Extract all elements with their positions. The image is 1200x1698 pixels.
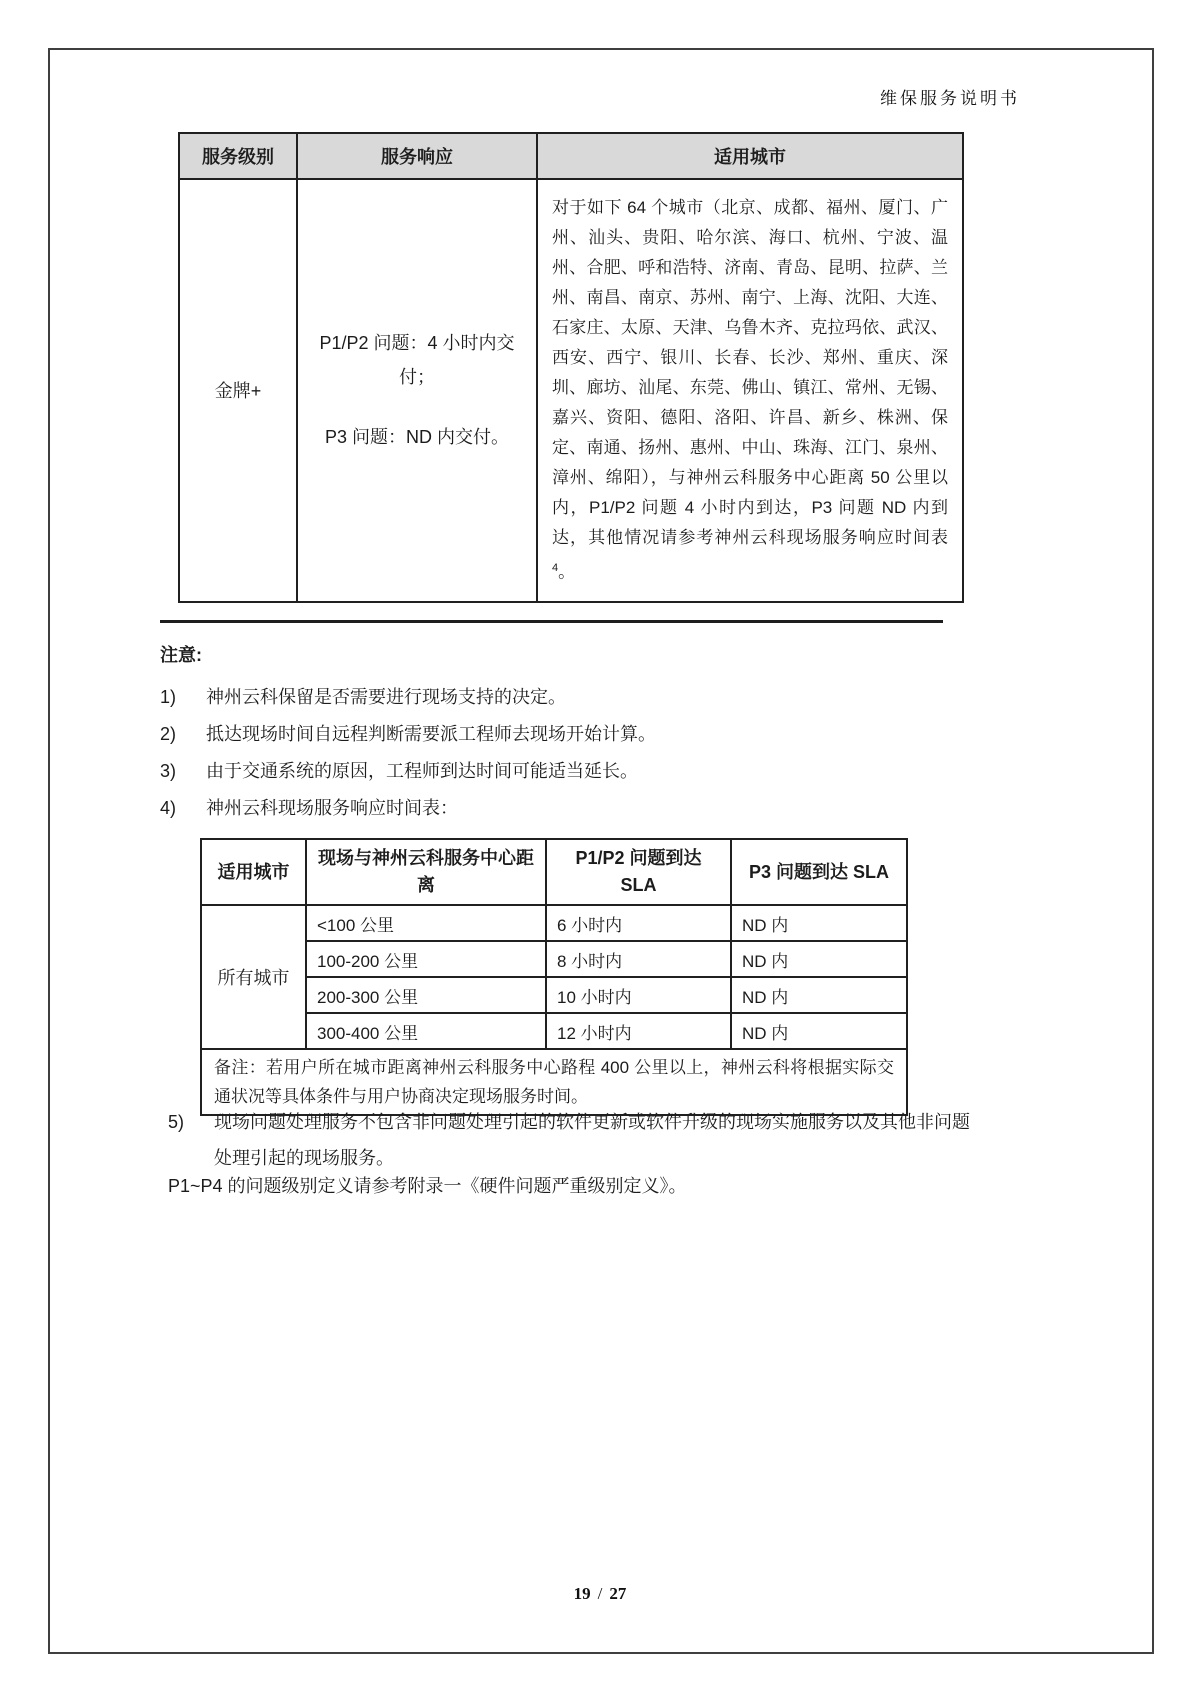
list-item: [160, 761, 980, 781]
note-number: 5): [168, 1112, 185, 1132]
cities-text: 对于如下 64 个城市（北京、成都、福州、厦门、广州、汕头、贵阳、哈尔滨、海口、杭州、宁波、温州、合肥、呼和浩特、济南、青岛、昆明、拉萨、兰州、南昌、南京、苏州、南宁、上海、沈阳、大连、石家庄、太原、天津、乌鲁木齐、克拉玛依、武汉、西安、西宁、银川、长春、长沙、郑州、重庆、深圳、廊坊、汕尾、东莞、佛山、镇江、常州、无锡、嘉兴、资阳、德阳、洛阳、许昌、新乡、株洲、保定、南通、扬州、惠州、中山、珠海、江门、泉州、漳州、绵阳），与神州云科服务中心距离 50 公里以内，P1/P2 问题 4 小时内到达，P3 问题 ND 内到达，其他情况请参考神州云科现场服务响应时间表: [552, 198, 948, 547]
service-level-table: [178, 132, 964, 603]
table-row: [201, 1013, 907, 1049]
table-row: [201, 977, 907, 1013]
table-row: [201, 941, 907, 977]
list-item: [160, 798, 980, 818]
t2-cell-distance: 100-200 公里: [306, 941, 546, 977]
t1-header-service-level: 服务级别: [179, 133, 297, 179]
note-number: 4): [160, 798, 177, 818]
service-level-table-header-row: [179, 133, 963, 179]
table-row: [179, 179, 963, 602]
t2-cell-distance: <100 公里: [306, 905, 546, 941]
t1-cell-service-response: [297, 179, 537, 602]
list-item: [160, 687, 980, 707]
t1-header-applicable-cities: 适用城市: [537, 133, 963, 179]
t2-header-p12-sla: P1/P2 问题到达 SLA: [546, 839, 731, 905]
note-text: 现场问题处理服务不包含非问题处理引起的软件更新或软件升级的现场实施服务以及其他非问题处理引起的现场服务。: [214, 1112, 970, 1168]
t2-cell-p3-sla: ND 内: [731, 941, 907, 977]
note-text: 抵达现场时间自远程判断需要派工程师去现场开始计算。: [206, 724, 656, 744]
page-number-separator: /: [597, 1584, 603, 1603]
t2-cell-distance: 200-300 公里: [306, 977, 546, 1013]
t2-cell-p12-sla: 6 小时内: [546, 905, 731, 941]
t2-cell-p12-sla: 8 小时内: [546, 941, 731, 977]
t1-cell-applicable-cities: [537, 179, 963, 602]
footnote-reference: 4: [552, 562, 559, 574]
t2-remark-cell: 备注：若用户所在城市距离神州云科服务中心路程 400 公里以上，神州云科将根据实际交通状况等具体条件与用户协商决定现场服务时间。: [201, 1049, 907, 1115]
note-text: 神州云科现场服务响应时间表：: [206, 798, 458, 818]
response-time-table: [200, 838, 908, 1116]
response-time-table-header-row: [201, 839, 907, 905]
note-text: 由于交通系统的原因，工程师到达时间可能适当延长。: [206, 761, 638, 781]
response-line-p3: P3 问题：ND 内交付。: [324, 427, 510, 448]
page-number: 19: [573, 1584, 591, 1603]
t2-header-applicable-cities: 适用城市: [201, 839, 306, 905]
note-text: 神州云科保留是否需要进行现场支持的决定。: [206, 687, 566, 707]
cities-text-end: 。: [558, 562, 576, 582]
note-number: 3): [160, 761, 177, 781]
notes-title: 注意:: [160, 645, 202, 665]
note-item-5: [168, 1104, 988, 1176]
t2-header-p3-sla: P3 问题到达 SLA: [731, 839, 907, 905]
note-number: 2): [160, 724, 177, 744]
t2-cell-p3-sla: ND 内: [731, 1013, 907, 1049]
note-number: 1): [160, 687, 177, 707]
response-line-p1p2: P1/P2 问题：4 小时内交付；: [319, 333, 515, 388]
t2-cell-p12-sla: 12 小时内: [546, 1013, 731, 1049]
page-total: 27: [609, 1584, 627, 1603]
t2-cell-p3-sla: ND 内: [731, 905, 907, 941]
list-item: [160, 724, 980, 744]
appendix-reference-note: P1~P4 的问题级别定义请参考附录一《硬件问题严重级别定义》。: [168, 1176, 687, 1196]
section-divider: [160, 620, 943, 623]
notes-section: [160, 645, 980, 835]
t2-cell-distance: 300-400 公里: [306, 1013, 546, 1049]
t2-cell-p3-sla: ND 内: [731, 977, 907, 1013]
document-title: 维保服务说明书: [880, 89, 1020, 108]
t1-header-service-response: 服务响应: [297, 133, 537, 179]
page-footer: [0, 1584, 1200, 1604]
t2-cell-city-scope: 所有城市: [201, 905, 306, 1049]
t2-header-distance: 现场与神州云科服务中心距离: [306, 839, 546, 905]
t2-cell-p12-sla: 10 小时内: [546, 977, 731, 1013]
t1-cell-service-level: 金牌+: [179, 179, 297, 602]
table-row: [201, 905, 907, 941]
